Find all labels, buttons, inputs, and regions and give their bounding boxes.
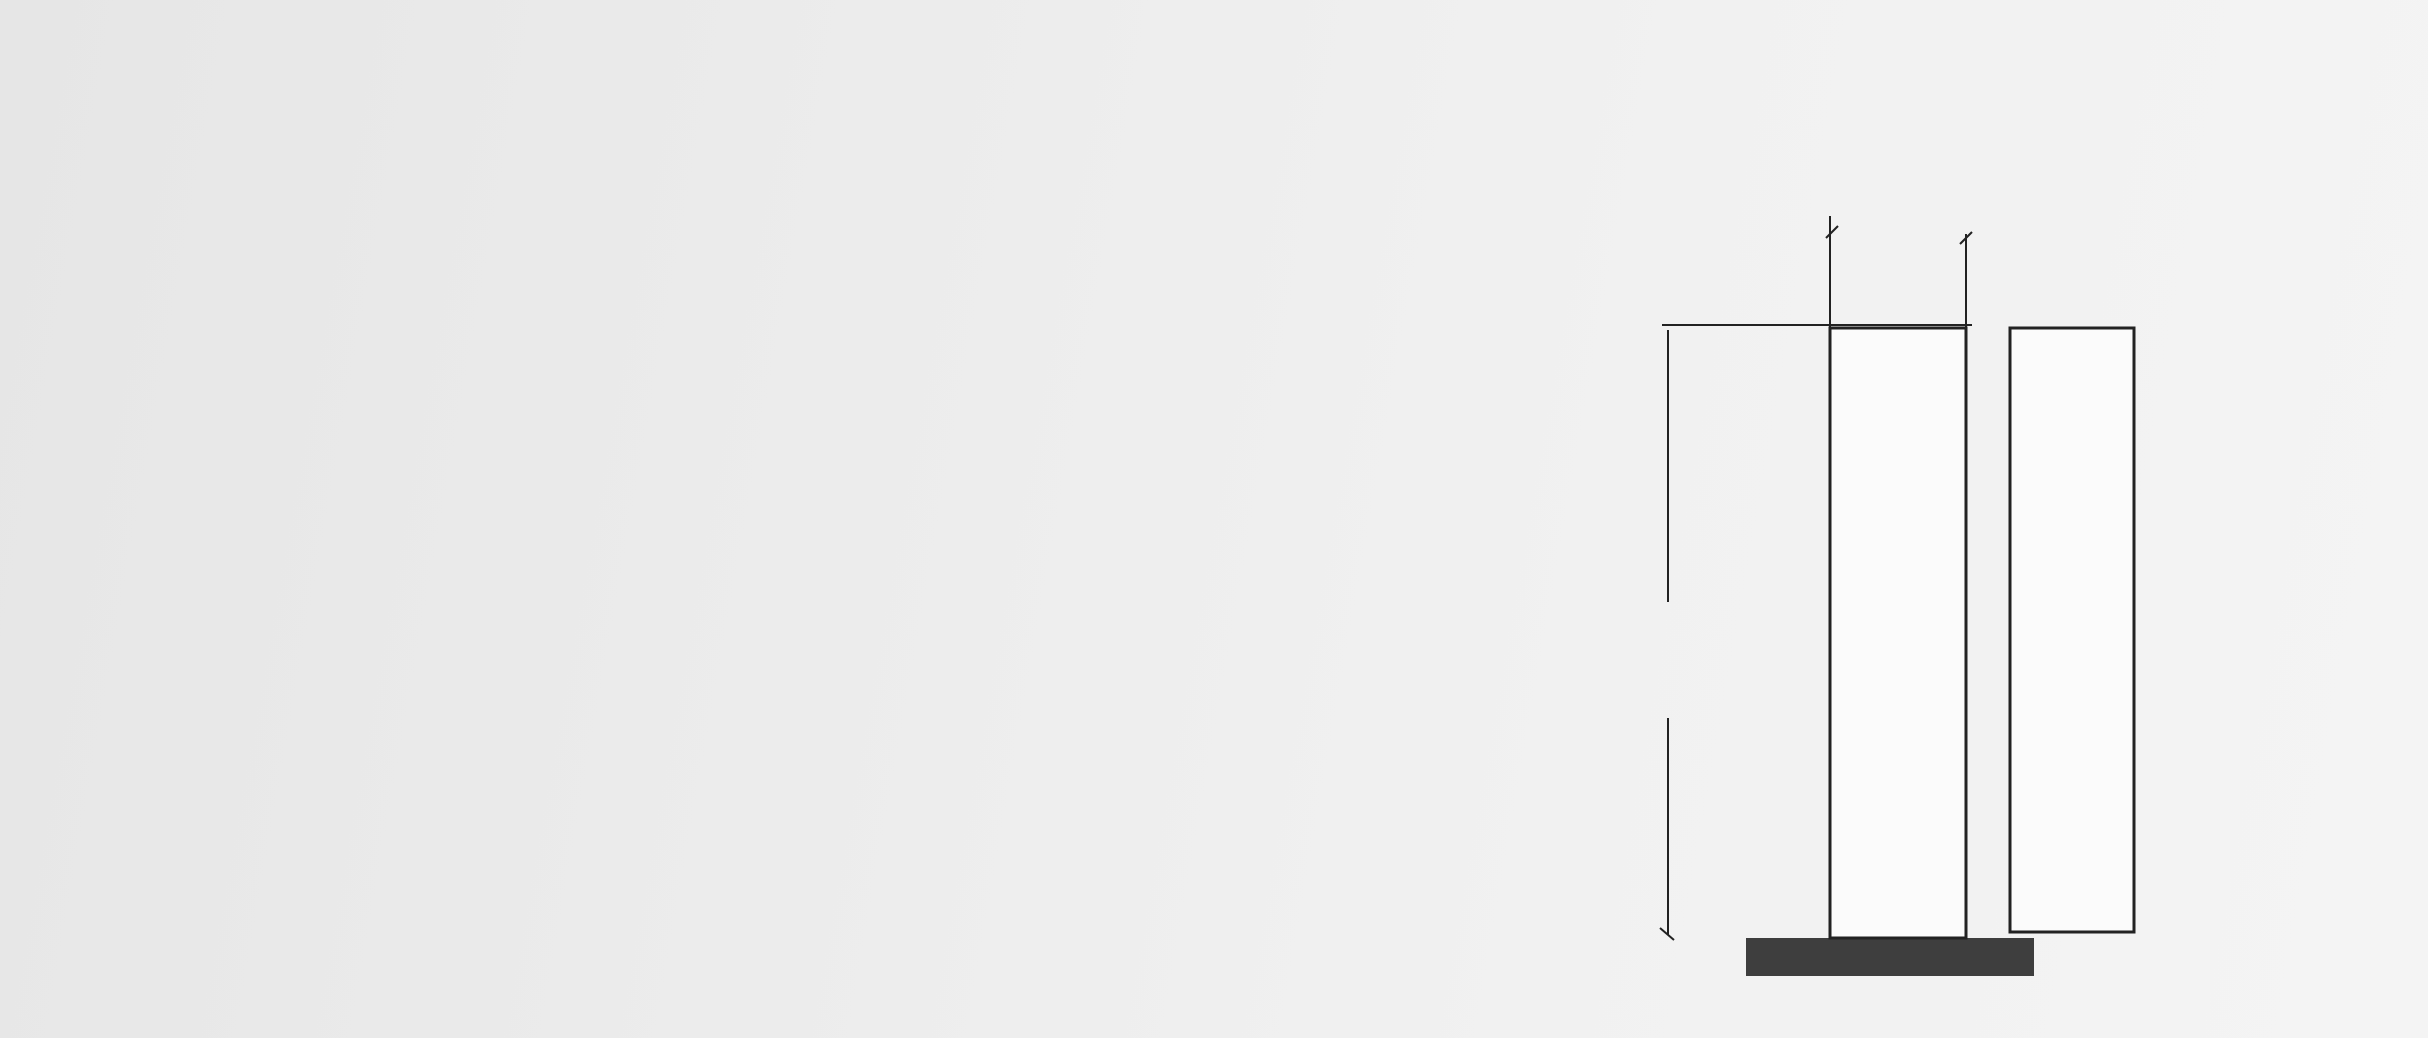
pressure-block-outline [2010,328,2134,932]
width-tick-left [1826,226,1838,238]
wall-outline [1830,328,1966,938]
masonry-wall [1830,328,1966,938]
wall-foundation [1746,938,2034,976]
pressure-diagram [2010,328,2134,932]
width-dimension [1826,216,1972,330]
